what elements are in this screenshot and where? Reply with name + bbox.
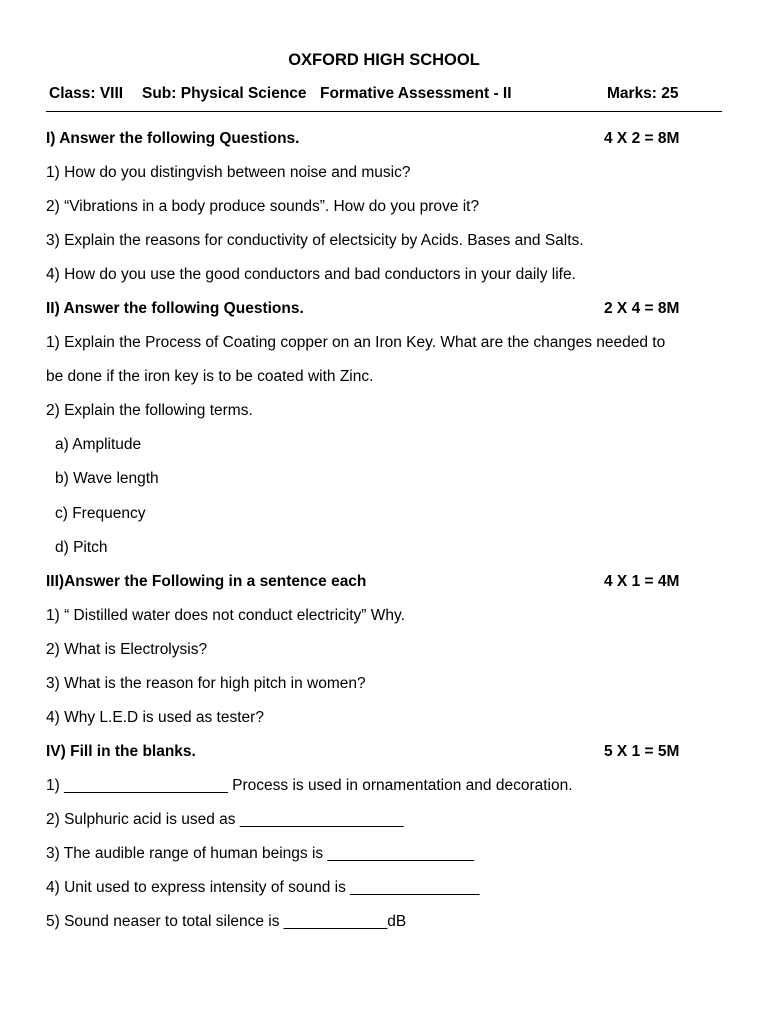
section-heading [46, 127, 722, 161]
question-line [46, 706, 722, 740]
question-line [46, 672, 722, 706]
question-text: 1) How do you distingvish between noise and music? [46, 164, 411, 182]
total-marks-label: Marks: 25 [607, 85, 679, 102]
fill-blank-line [46, 876, 722, 910]
question-line [46, 263, 722, 297]
question-line [46, 229, 722, 263]
question-text: 3) The audible range of human beings is _________________ [46, 844, 475, 862]
fill-blank-line [46, 910, 722, 944]
fill-blank-line [46, 808, 722, 842]
header-divider [46, 111, 722, 112]
sub-item-line [46, 502, 722, 536]
question-line [46, 638, 722, 672]
sub-item-text: c) Frequency [55, 504, 146, 522]
question-text: 3) What is the reason for high pitch in women? [46, 674, 366, 692]
question-text: 2) “Vibrations in a body produce sounds”. How do you prove it? [46, 198, 480, 216]
fill-blank-line [46, 774, 722, 808]
question-line [46, 331, 722, 365]
section-marks: 5 X 1 = 5M [604, 742, 680, 760]
sub-item-text: d) Pitch [55, 538, 108, 556]
question-text: 5) Sound neaser to total silence is ____________dB [46, 913, 407, 931]
class-label: Class: VIII [49, 85, 124, 102]
question-text: 2) Explain the following terms. [46, 402, 253, 420]
section-heading [46, 740, 722, 774]
section-title: III)Answer the Following in a sentence each [46, 572, 367, 590]
question-text: 1) “ Distilled water does not conduct electricity” Why. [46, 606, 405, 624]
question-line [46, 161, 722, 195]
question-text: 1) Explain the Process of Coating copper on an Iron Key. What are the changes needed to [46, 334, 666, 352]
question-line [46, 195, 722, 229]
section-title: IV) Fill in the blanks. [46, 742, 196, 760]
section-title: II) Answer the following Questions. [46, 300, 304, 318]
school-name: OXFORD HIGH SCHOOL [288, 51, 480, 69]
question-text: 4) Why L.E.D is used as tester? [46, 708, 264, 726]
section-heading [46, 570, 722, 604]
question-text: be done if the iron key is to be coated with Zinc. [46, 368, 374, 386]
question-text: 4) Unit used to express intensity of sound is _______________ [46, 879, 480, 897]
sub-item-text: a) Amplitude [55, 436, 142, 454]
section-title: I) Answer the following Questions. [46, 130, 300, 147]
question-text: 4) How do you use the good conductors and bad conductors in your daily life. [46, 266, 576, 284]
question-line [46, 399, 722, 433]
paper-info-row [0, 85, 768, 105]
question-line [46, 604, 722, 638]
sub-item-text: b) Wave length [55, 470, 159, 488]
section-heading [46, 297, 722, 331]
section-marks: 2 X 4 = 8M [604, 300, 680, 318]
sub-item-line [46, 467, 722, 501]
sub-item-line [46, 433, 722, 467]
question-text: 3) Explain the reasons for conductivity of electsicity by Acids. Bases and Salts. [46, 232, 584, 250]
subject-label: Sub: Physical Science [142, 85, 307, 102]
section-marks: 4 X 2 = 8M [604, 130, 680, 147]
question-line [46, 365, 722, 399]
question-text: 2) What is Electrolysis? [46, 640, 208, 658]
questions-body [46, 127, 722, 944]
sub-item-line [46, 536, 722, 570]
exam-label: Formative Assessment - II [320, 85, 512, 102]
fill-blank-line [46, 842, 722, 876]
question-text: 2) Sulphuric acid is used as ___________________ [46, 810, 404, 828]
question-text: 1) ___________________ Process is used in ornamentation and decoration. [46, 776, 573, 794]
section-marks: 4 X 1 = 4M [604, 572, 680, 590]
